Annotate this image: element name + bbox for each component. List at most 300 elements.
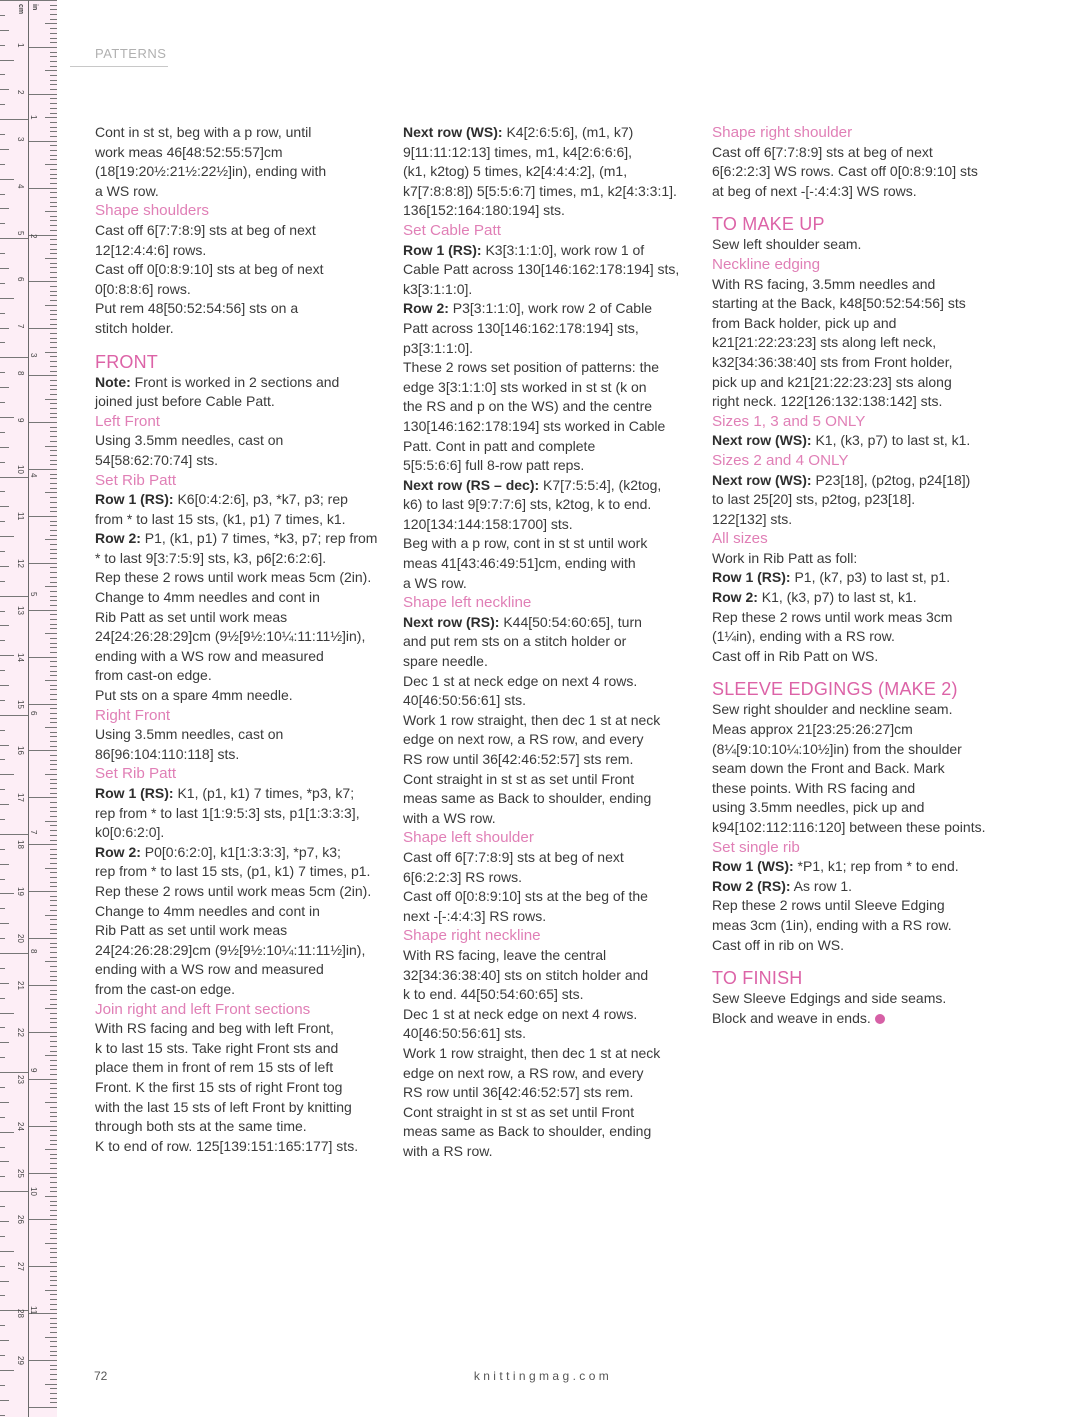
- text-run: Sew left shoulder seam.: [712, 236, 862, 253]
- cm-tick: [50, 216, 57, 217]
- cm-number: 4: [16, 183, 25, 189]
- cm-tick: [29, 938, 57, 939]
- inch-tick: [0, 566, 9, 567]
- text-line: [403, 123, 693, 143]
- text-line: [712, 162, 1002, 182]
- text-run: Shape right neckline: [403, 927, 541, 945]
- text-line: [712, 431, 1002, 451]
- inch-number: 1: [29, 115, 38, 120]
- cm-tick: [45, 117, 57, 118]
- text-run: Rep these 2 rows until work meas 5cm (2in).: [95, 569, 372, 586]
- inch-tick: [0, 1161, 9, 1162]
- text-line: [403, 378, 693, 398]
- inch-tick: [0, 1176, 5, 1177]
- inch-tick: [0, 432, 5, 433]
- inch-tick: [0, 819, 5, 820]
- text-line: [403, 495, 693, 515]
- cm-tick: [45, 492, 57, 493]
- text-run: Join right and left Front sections: [95, 1000, 311, 1018]
- text-line: [403, 966, 693, 986]
- ruler-divider: [28, 0, 29, 1417]
- cm-tick: [29, 0, 57, 1]
- inch-tick: [0, 1191, 28, 1192]
- inch-tick: [0, 938, 5, 939]
- cm-tick: [50, 1027, 57, 1028]
- cm-tick: [50, 722, 57, 723]
- cm-tick: [50, 202, 57, 203]
- cm-tick: [50, 192, 57, 193]
- text-run: (8¼[9:10:10¼:10½]in) from the shoulder: [712, 740, 962, 757]
- inch-tick: [0, 194, 5, 195]
- text-run: Front. K the first 15 sts of right Front tog: [95, 1078, 343, 1095]
- cm-tick: [45, 633, 57, 634]
- text-run: P23[18], (p2tog, p24[18]): [811, 471, 971, 488]
- cm-tick: [29, 1407, 57, 1408]
- cm-tick: [45, 821, 57, 822]
- cm-tick: [50, 291, 57, 292]
- cm-number: 12: [16, 558, 25, 568]
- cm-tick: [50, 990, 57, 991]
- cm-tick: [50, 699, 57, 700]
- cm-tick: [50, 1177, 57, 1178]
- bold-label: Row 2:: [95, 530, 141, 547]
- inch-tick: [0, 968, 5, 969]
- cm-tick: [50, 1205, 57, 1206]
- text-line: [403, 770, 693, 790]
- text-line: [95, 608, 385, 628]
- cm-tick: [50, 825, 57, 826]
- text-line: [95, 299, 385, 319]
- inch-tick: [0, 1102, 9, 1103]
- text-run: edge 3[3:1:1:0] sts worked in st st (k on: [403, 378, 647, 395]
- cm-tick: [45, 1290, 57, 1291]
- text-run: Put rem 48[50:52:54:56] sts on a: [95, 300, 299, 317]
- cm-tick: [50, 1309, 57, 1310]
- text-line: [95, 241, 385, 261]
- text-line: [95, 588, 385, 608]
- text-line: [95, 627, 385, 647]
- inch-tick: [0, 372, 5, 373]
- text-run: place them in front of rem 15 sts of left: [95, 1059, 334, 1076]
- cm-tick: [50, 300, 57, 301]
- cm-tick: [50, 460, 57, 461]
- cm-tick: [50, 1107, 57, 1108]
- text-line: [95, 529, 385, 549]
- text-run: Cont straight in st st as set until Front: [403, 1103, 635, 1120]
- cm-tick: [29, 1266, 57, 1267]
- inch-number: 11: [29, 1306, 38, 1315]
- cm-number: 3: [16, 136, 25, 142]
- inch-tick: [0, 491, 5, 492]
- cm-number: 27: [16, 1262, 25, 1272]
- text-run: K7[7:5:5:4], (k2tog,: [539, 476, 662, 493]
- text-run: Change to 4mm needles and cont in: [95, 589, 320, 606]
- inch-tick: [0, 730, 5, 731]
- cm-tick: [50, 605, 57, 606]
- footer-website: knittingmag.com: [473, 1369, 613, 1383]
- text-run: a WS row.: [95, 182, 159, 199]
- cm-tick: [45, 211, 57, 212]
- text-run: from Back holder, pick up and: [712, 314, 897, 331]
- text-run: k3[3:1:1:0].: [403, 280, 473, 297]
- cm-tick: [50, 1215, 57, 1216]
- text-run: Set single rib: [712, 838, 800, 856]
- text-line: [95, 1019, 385, 1039]
- text-line: [712, 510, 1002, 530]
- text-run: starting at the Back, k48[50:52:54:56] sts: [712, 295, 966, 312]
- bold-label: Next row (WS):: [712, 432, 812, 449]
- inch-tick: [0, 759, 5, 760]
- text-line: [712, 857, 1002, 877]
- text-run: k32[34:36:38:40] sts from Front holder,: [712, 353, 953, 370]
- cm-number: 20: [16, 934, 25, 943]
- text-run: With RS facing and beg with left Front,: [95, 1020, 334, 1037]
- inch-tick: [0, 611, 5, 612]
- text-line: [403, 476, 693, 496]
- text-run: Put sts on a spare 4mm needle.: [95, 687, 293, 704]
- cm-number: 24: [16, 1121, 25, 1131]
- text-run: 12[12:4:4:6] rows.: [95, 241, 207, 258]
- cm-tick: [50, 1388, 57, 1389]
- text-run: K1, (p1, k1) 7 times, *p3, k7;: [173, 785, 355, 801]
- bold-label: Row 1 (RS):: [95, 785, 174, 801]
- cm-tick: [50, 535, 57, 536]
- cm-tick: [50, 980, 57, 981]
- cm-tick: [50, 755, 57, 756]
- subheading: [403, 828, 693, 848]
- cm-tick: [50, 366, 57, 367]
- text-run: k21[21:22:23:23] sts along left neck,: [712, 334, 937, 351]
- cm-tick: [50, 150, 57, 151]
- cm-tick: [50, 1004, 57, 1005]
- text-run: 32[34:36:38:40] sts on stitch holder and: [403, 966, 649, 983]
- subheading: [95, 471, 385, 491]
- cm-tick: [50, 1318, 57, 1319]
- text-run: TO MAKE UP: [712, 214, 825, 235]
- text-line: [712, 568, 1002, 588]
- cm-tick: [50, 952, 57, 953]
- text-column-1: [95, 123, 385, 1156]
- cm-tick: [45, 539, 57, 540]
- cm-tick: [50, 647, 57, 648]
- cm-tick: [50, 98, 57, 99]
- cm-tick: [45, 164, 57, 165]
- text-line: [403, 868, 693, 888]
- inch-tick: [0, 1400, 9, 1401]
- cm-tick: [50, 816, 57, 817]
- text-line: [712, 896, 1002, 916]
- cm-tick: [50, 371, 57, 372]
- inch-tick: [0, 596, 28, 597]
- inch-tick: [0, 983, 9, 984]
- inch-tick: [0, 1236, 5, 1237]
- cm-tick: [50, 1069, 57, 1070]
- inch-tick: [0, 283, 5, 284]
- cm-number: 17: [16, 793, 25, 803]
- inch-unit-label: in: [31, 4, 38, 11]
- cm-tick: [50, 685, 57, 686]
- inch-tick: [0, 685, 9, 686]
- subheading: [95, 1000, 385, 1020]
- cm-tick: [50, 295, 57, 296]
- cm-tick: [45, 727, 57, 728]
- cm-tick: [45, 446, 57, 447]
- cm-tick: [50, 718, 57, 719]
- text-run: * to last 9[3:7:5:9] sts, k3, p6[2:6:2:6].: [95, 549, 327, 566]
- cm-tick: [50, 783, 57, 784]
- section-heading: [712, 678, 1002, 700]
- cm-tick: [50, 455, 57, 456]
- text-run: k94[102:112:116:120] between these points.: [712, 819, 986, 835]
- cm-tick: [50, 1135, 57, 1136]
- inch-tick: [0, 30, 9, 31]
- text-run: With RS facing, 3.5mm needles and: [712, 275, 936, 292]
- cm-tick: [50, 1163, 57, 1164]
- cm-tick: [50, 178, 57, 179]
- subheading: [712, 451, 1002, 471]
- cm-tick: [50, 1365, 57, 1366]
- text-run: Rep these 2 rows until work meas 5cm (2in).: [95, 882, 372, 899]
- cm-tick: [50, 113, 57, 114]
- cm-tick: [50, 741, 57, 742]
- cm-tick: [50, 436, 57, 437]
- cm-tick: [50, 1351, 57, 1352]
- inch-tick: [0, 179, 14, 180]
- inch-tick: [0, 1013, 14, 1014]
- text-line: [403, 515, 693, 535]
- text-line: [712, 818, 1002, 838]
- inch-tick: [0, 640, 5, 641]
- text-run: Cont in st st, beg with a p row, until: [95, 124, 312, 140]
- text-line: [95, 510, 385, 530]
- cm-tick: [50, 1158, 57, 1159]
- cm-tick: [50, 1276, 57, 1277]
- cm-tick: [50, 1065, 57, 1066]
- cm-tick: [50, 694, 57, 695]
- cm-tick: [50, 957, 57, 958]
- text-run: k0[0:6:2:0].: [95, 824, 165, 841]
- text-run: 0[0:8:8:6] rows.: [95, 280, 191, 297]
- cm-tick: [29, 750, 57, 751]
- cm-tick: [50, 919, 57, 920]
- cm-tick: [50, 249, 57, 250]
- cm-tick: [50, 1304, 57, 1305]
- text-run: P1, (k1, p1) 7 times, *k3, p7; rep from: [140, 530, 378, 547]
- bold-label: Row 2:: [95, 843, 141, 860]
- cm-number: 9: [16, 418, 25, 423]
- cm-tick: [45, 1149, 57, 1150]
- inch-tick: [0, 774, 14, 775]
- cm-tick: [29, 1032, 57, 1033]
- cm-tick: [50, 225, 57, 226]
- cm-tick: [50, 582, 57, 583]
- cm-tick: [45, 1243, 57, 1244]
- cm-number: 22: [16, 1027, 25, 1037]
- text-run: Rib Patt as set until work meas: [95, 608, 288, 625]
- cm-tick: [50, 272, 57, 273]
- cm-tick: [50, 61, 57, 62]
- cm-tick: [50, 239, 57, 240]
- text-run: K1, (k3, p7) to last st, k1.: [811, 432, 971, 449]
- inch-tick: [0, 625, 9, 626]
- text-run: Using 3.5mm needles, cast on: [95, 726, 284, 743]
- cm-tick: [29, 1219, 57, 1220]
- text-line: [712, 353, 1002, 373]
- cm-tick: [45, 1337, 57, 1338]
- cm-tick: [50, 1051, 57, 1052]
- text-line: [403, 1103, 693, 1123]
- text-run: Cast off 6[7:7:8:9] sts at beg of next: [403, 848, 624, 865]
- inch-tick: [0, 908, 5, 909]
- text-run: 6[6:2:2:3] WS rows. Cast off 0[0:8:9:10] sts: [712, 163, 978, 180]
- text-run: Dec 1 st at neck edge on next 4 rows.: [403, 672, 638, 689]
- text-run: Cast off in rib on WS.: [712, 936, 845, 953]
- cm-tick: [50, 183, 57, 184]
- cm-tick: [50, 1285, 57, 1286]
- text-line: [95, 666, 385, 686]
- text-line: [95, 1117, 385, 1137]
- cm-tick: [29, 469, 57, 470]
- cm-tick: [45, 399, 57, 400]
- inch-tick: [0, 238, 28, 239]
- text-run: meas same as Back to shoulder, ending: [403, 1123, 652, 1140]
- text-run: Patt across 130[146:162:178:194] sts,: [403, 319, 639, 336]
- cm-tick: [50, 877, 57, 878]
- inch-number: 6: [29, 710, 38, 716]
- inch-tick: [0, 1415, 5, 1416]
- text-line: [403, 711, 693, 731]
- text-run: k to last 15 sts. Take right Front sts and: [95, 1039, 339, 1056]
- inch-tick: [0, 923, 9, 924]
- bold-label: Row 2:: [403, 300, 449, 317]
- cm-number: 23: [16, 1074, 25, 1084]
- text-line: [95, 843, 385, 863]
- cm-tick: [50, 671, 57, 672]
- text-run: (18[19:20½:21½:22½]in), ending with: [95, 163, 327, 180]
- subheading: [712, 123, 1002, 143]
- text-line: [403, 632, 693, 652]
- cm-number: 15: [16, 699, 25, 709]
- cm-number: 13: [16, 605, 25, 615]
- cm-tick: [50, 788, 57, 789]
- cm-tick: [45, 1384, 57, 1385]
- cm-tick: [50, 230, 57, 231]
- cm-tick: [29, 94, 57, 95]
- bold-label: Next row (RS):: [403, 613, 500, 630]
- cm-tick: [50, 356, 57, 357]
- inch-tick: [0, 15, 5, 16]
- cm-tick: [29, 610, 57, 611]
- cm-tick: [50, 971, 57, 972]
- cm-tick: [50, 1210, 57, 1211]
- inch-tick: [0, 253, 5, 254]
- text-run: 86[96:104:110:118] sts.: [95, 745, 240, 762]
- text-line: [95, 902, 385, 922]
- bold-label: Next row (RS – dec):: [403, 476, 540, 493]
- inch-tick: [0, 789, 5, 790]
- cm-tick: [50, 1262, 57, 1263]
- text-line: [712, 275, 1002, 295]
- bold-label: Row 2:: [712, 589, 758, 606]
- text-line: [403, 241, 693, 261]
- text-line: [403, 319, 693, 339]
- inch-tick: [0, 551, 5, 552]
- text-line: [95, 921, 385, 941]
- text-run: Work 1 row straight, then dec 1 st at neck: [403, 711, 661, 728]
- cm-tick: [50, 488, 57, 489]
- cm-tick: [50, 408, 57, 409]
- cm-tick: [50, 1046, 57, 1047]
- inch-number: 10: [29, 1187, 38, 1197]
- cm-tick: [50, 319, 57, 320]
- cm-tick: [45, 868, 57, 869]
- cm-tick: [50, 933, 57, 934]
- inch-tick: [0, 0, 28, 1]
- cm-tick: [50, 807, 57, 808]
- cm-tick: [50, 1224, 57, 1225]
- text-line: [95, 1137, 385, 1157]
- cm-tick: [50, 66, 57, 67]
- cm-tick: [45, 774, 57, 775]
- text-line: [403, 574, 693, 594]
- text-line: [403, 437, 693, 457]
- inch-tick: [0, 342, 5, 343]
- inch-tick: [0, 700, 5, 701]
- text-line: [712, 916, 1002, 936]
- cm-tick: [50, 1201, 57, 1202]
- cm-tick: [50, 1257, 57, 1258]
- cm-tick: [50, 389, 57, 390]
- bold-label: Row 2 (RS):: [712, 877, 791, 894]
- cm-tick: [50, 1294, 57, 1295]
- inch-tick: [0, 506, 9, 507]
- cm-tick: [45, 915, 57, 916]
- subheading: [95, 706, 385, 726]
- cm-tick: [50, 52, 57, 53]
- cm-tick: [50, 277, 57, 278]
- cm-tick: [50, 858, 57, 859]
- inch-tick: [0, 893, 14, 894]
- cm-tick: [45, 23, 57, 24]
- inch-tick: [0, 879, 5, 880]
- cm-tick: [50, 619, 57, 620]
- cm-tick: [50, 427, 57, 428]
- cm-number: 11: [16, 511, 25, 521]
- cm-number: 7: [16, 324, 25, 329]
- cm-tick: [50, 267, 57, 268]
- cm-number: 6: [16, 277, 25, 282]
- cm-tick: [50, 1327, 57, 1328]
- text-line: [95, 319, 385, 339]
- cm-tick: [50, 591, 57, 592]
- cm-tick: [50, 811, 57, 812]
- text-run: Left Front: [95, 412, 160, 430]
- cm-tick: [50, 1229, 57, 1230]
- inch-tick: [0, 134, 5, 135]
- cm-tick: [50, 600, 57, 601]
- inch-tick: [0, 268, 9, 269]
- inch-number: 3: [29, 353, 38, 358]
- text-run: Front is worked in 2 sections and: [130, 373, 340, 390]
- cm-tick: [50, 1393, 57, 1394]
- inch-tick: [0, 1042, 9, 1043]
- cm-tick: [50, 103, 57, 104]
- text-run: Dec 1 st at neck edge on next 4 rows.: [403, 1005, 638, 1022]
- cm-tick: [29, 1079, 57, 1080]
- cm-tick: [50, 464, 57, 465]
- text-run: These 2 rows set position of patterns: the: [403, 359, 660, 376]
- cm-tick: [50, 310, 57, 311]
